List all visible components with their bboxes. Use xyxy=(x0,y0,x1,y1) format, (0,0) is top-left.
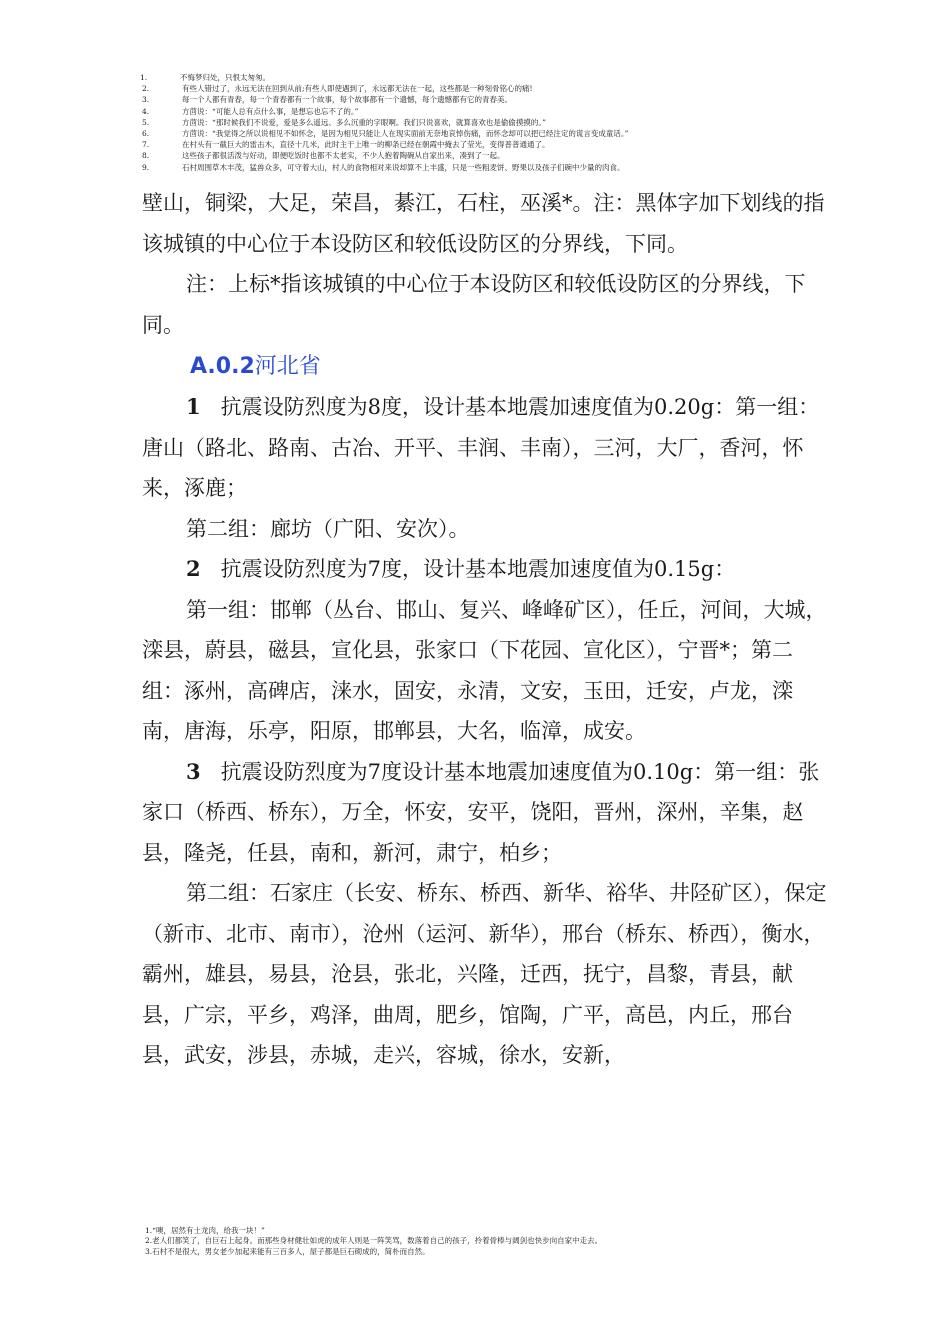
footnotes xyxy=(145,1226,845,1257)
paragraph-intensity-7-010 xyxy=(142,752,832,874)
section-number: A.0.2 xyxy=(190,354,255,379)
list-item-number: 6. xyxy=(142,128,150,138)
paragraph-group-list: 第一组：邯郸（丛台、邯山、复兴、峰峰矿区），任丘，河间，大城，滦县，蔚县，磁县，宣化县，张家口（下花园、宣化区），宁晋*；第二组：涿州，高碑店，涞水，固安，永清，文安，玉田，迁安，卢龙，滦南，唐海，乐亭，阳原，邯郸县，大名，临漳，成安。 xyxy=(142,597,827,743)
item-text: 抗震设防烈度为7度，设计基本地震加速度值为0.15g： xyxy=(220,557,736,581)
list-item-number: 5. xyxy=(142,117,150,127)
list-item-text: 方茴说：“那时候我们不说爱，爱是多么遥远、多么沉重的字眼啊。我们只说喜欢，就算喜欢也是偷偷摸摸的。” xyxy=(182,117,546,127)
list-item xyxy=(140,94,840,105)
footnote: 2.老人们都笑了，自巨石上起身。而那些身材健壮如虎的成年人则是一阵笑骂，数落着自己的孩子，拎着骨棒与阔剑也快步向自家中走去。 xyxy=(145,1236,603,1246)
list-item-number: 9. xyxy=(142,162,150,172)
paragraph-note-superscript: 注：上标*指该城镇的中心位于本设防区和较低设防区的分界线，下同。 xyxy=(142,272,806,337)
section-title: 河北省 xyxy=(254,354,321,379)
list-item-text: 不悔梦归处，只恨太匆匆。 xyxy=(180,73,270,82)
paragraph-group-2-list: 第二组：石家庄（长安、桥东、桥西、新华、裕华、井陉矿区），保定（新市、北市、南市），沧州（运河、新华），邢台（桥东、桥西），衡水，霸州，雄县，易县，沧县，张北，兴隆，迁西，抚宁，昌黎，青县，献县，广宗，平乡，鸡泽，曲周，肥乡，馆陶，广平，高邑，内丘，邢台县，武安，涉县，赤城，走兴，容城，徐水，安新， xyxy=(142,881,827,1067)
list-item-number: 2. xyxy=(142,84,150,94)
list-item xyxy=(140,128,840,139)
list-item xyxy=(140,72,840,83)
list-item-text: 每一个人都有青春，每一个青春都有一个故事，每个故事都有一个遗憾，每个遗憾都有它的青春美。 xyxy=(182,95,512,105)
paragraph-group-2: 第二组：廊坊（广阳、安次）。 xyxy=(186,516,470,541)
paragraph-intensity-7-015 xyxy=(142,549,832,590)
item-text: 抗震设防烈度为8度，设计基本地震加速度值为0.20g：第一组：唐山（路北、路南、古冶、开平、丰润、丰南），三河，大厂，香河，怀来，涿鹿； xyxy=(142,395,820,500)
paragraph-intensity-8 xyxy=(142,387,832,509)
footnote: 3.石村不是很大，男女老少加起来能有三百多人，屋子都是巨石砌成的，简朴而自然。 xyxy=(145,1246,430,1256)
list-item-text: 石村周围草木丰茂，猛兽众多，可守着大山，村人的食物相对来说却算不上丰盛，只是一些粗麦饼、野果以及孩子们碗中少量的肉食。 xyxy=(182,162,625,172)
document-body xyxy=(142,183,832,1076)
list-item-number: 4. xyxy=(142,106,150,116)
item-number: 1 xyxy=(186,394,201,419)
section-heading xyxy=(190,347,832,387)
item-number: 2 xyxy=(186,556,201,581)
item-number: 3 xyxy=(186,758,201,784)
list-item-text: 方茴说：“可能人总有点什么事，是想忘也忘不了的。” xyxy=(182,106,359,116)
numbered-quote-list xyxy=(140,72,840,173)
paragraph-note-bold: 壁山，铜梁，大足，荣昌，綦江，石柱，巫溪*。注：黑体字加下划线的指该城镇的中心位于本设防区和较低设防区的分界线，下同。 xyxy=(142,191,825,256)
list-item xyxy=(140,106,840,117)
list-item-number: 7. xyxy=(142,140,150,150)
list-item-text: 有些人错过了，永远无法在回到从前;有些人即使遇到了，永远都无法在一起，这些都是一种刻骨铭心的痛! xyxy=(182,84,533,94)
footnote: 1.“噢，居然有土龙肉，给我一块！” xyxy=(145,1226,265,1235)
list-item-number: 8. xyxy=(142,151,150,161)
list-item-text: 方茴说：“我觉得之所以说相见不如怀念，是因为相见只能让人在现实面前无奈地哀悼伤痛，而怀念却可以把已经注定的谎言变成童话。” xyxy=(182,128,629,138)
list-item-number: 3. xyxy=(142,95,150,105)
list-item xyxy=(140,117,840,128)
list-item xyxy=(140,162,840,173)
list-item-number: 1. xyxy=(140,73,148,82)
list-item xyxy=(140,150,840,161)
list-item-text: 在村头有一截巨大的雷击木，直径十几米，此时主干上唯一的柳条已经在朝霞中掩去了莹光，变得普普通通了。 xyxy=(182,140,550,150)
list-item xyxy=(140,139,840,150)
list-item-text: 这些孩子都很活泼与好动，即便吃饭时也都不太老实，不少人抱着陶碗从自家出来，凑到了一起。 xyxy=(182,151,505,161)
list-item xyxy=(140,83,840,94)
item-text: 抗震设防烈度为7度设计基本地震加速度值为0.10g：第一组：张家口（桥西、桥东），万全，怀安，安平，饶阳，晋州，深州，辛集，赵县，隆尧，任县，南和，新河，肃宁，柏乡； xyxy=(142,759,820,865)
